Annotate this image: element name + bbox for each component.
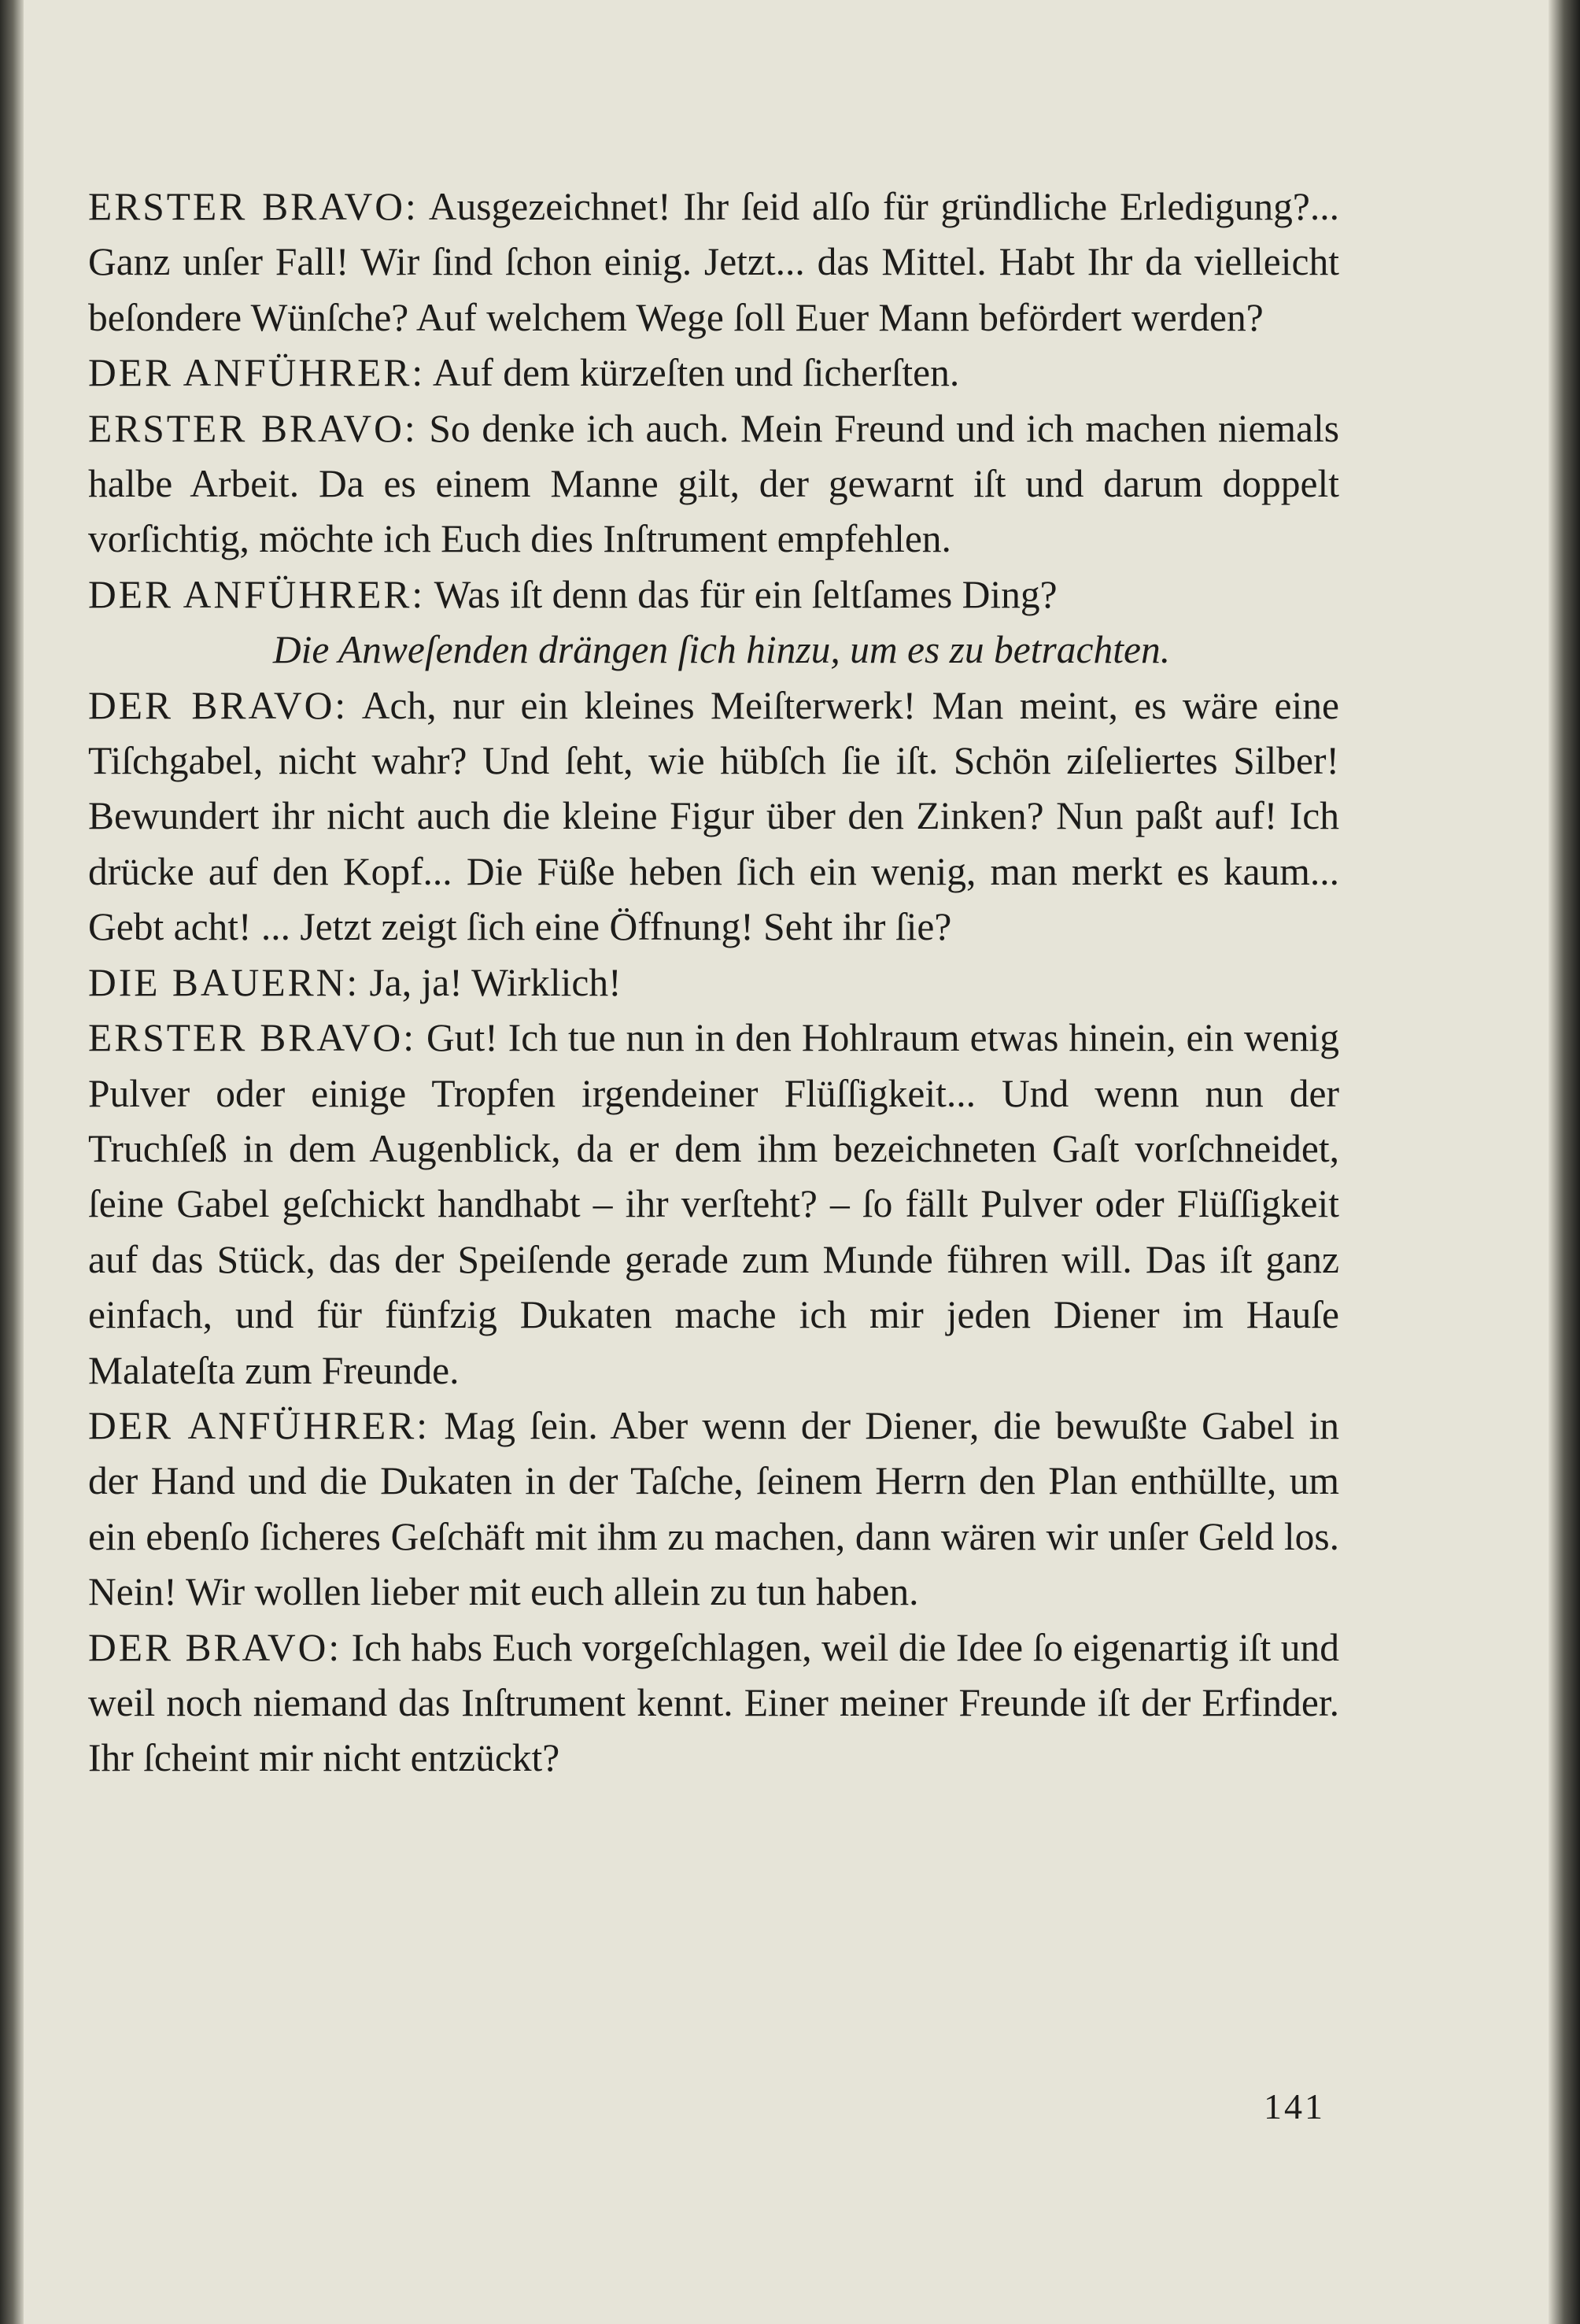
dialogue-text: Ich habs Euch vorgeſchlagen, weil die Idee ſo eigenartig iſt und weil noch niemand das Inſtrument kennt. Einer meiner Freunde iſt der Erfinder. Ihr ſcheint mir nicht entzückt? [88,1625,1339,1780]
speaker-label: ERSTER BRAVO: [88,185,419,228]
dialogue-text: Auf dem kürzeſten und ſicherſten. [432,351,960,395]
dialogue-text: Ausgezeichnet! Ihr ſeid alſo für gründliche Erledigung?... Ganz unſer Fall! Wir ſind ſchon einig. Jetzt... das Mittel. Habt Ihr da vielleicht beſondere Wünſche? Auf welchem Wege ſoll Euer Mann befördert werden? [88,185,1339,339]
page-body [88,179,1339,1786]
speaker-label: DER ANFÜHRER: [88,572,426,616]
page-edge-left [0,0,24,2324]
dialogue-paragraph [88,1398,1339,1620]
page-number: 141 [1264,2086,1325,2126]
dialogue-text: Ja, ja! Wirklich! [369,960,622,1004]
dialogue-text: Gut! Ich tue nun in den Hohlraum etwas hinein, ein wenig Pulver oder einige Tropfen irgendeiner Flüſſigkeit... Und wenn nun der Truchſeß in dem Augenblick, da er dem ihm bezeichneten Gaſt vorſchneidet, ſeine Gabel geſchickt handhabt – ihr verſteht? – ſo fällt Pulver oder Flüſſigkeit auf das Stück, das der Speiſende gerade zum Munde führen will. Das iſt ganz einfach, und für fünfzig Dukaten mache ich mir jeden Diener im Hauſe Malateſta zum Freunde. [88,1016,1340,1392]
stage-direction: Die Anweſenden drängen ſich hinzu, um es zu betrachten. [272,628,1171,672]
speaker-label: DER BRAVO: [88,1625,342,1669]
speaker-label: DER ANFÜHRER: [88,1403,430,1447]
dialogue-paragraph [88,1620,1339,1786]
dialogue-paragraph [88,401,1339,567]
speaker-label: DER ANFÜHRER: [88,351,426,395]
dialogue-text: Mag ſein. Aber wenn der Diener, die bewußte Gabel in der Hand und die Dukaten in der Taſche, ſeinem Herrn den Plan enthüllte, um ein ebenſo ſicheres Geſchäft mit ihm zu machen, dann wären wir unſer Geld los. Nein! Wir wollen lieber mit euch allein zu tun haben. [88,1403,1340,1614]
dialogue-text: Was iſt denn das für ein ſeltſames Ding? [434,572,1058,616]
speaker-label: ERSTER BRAVO: [88,1016,416,1060]
dialogue-paragraph [88,1011,1339,1398]
speaker-label: ERSTER BRAVO: [88,406,418,450]
dialogue-text: Ach, nur ein kleines Meiſterwerk! Man meint, es wäre eine Tiſchgabel, nicht wahr? Und ſeht, wie hübſch ſie iſt. Schön ziſeliertes Silber! Bewundert ihr nicht auch die kleine Figur über den Zinken? Nun paßt auf! Ich drücke auf den Kopf... Die Füße heben ſich ein wenig, man merkt es kaum... Gebt acht! ... Jetzt zeigt ſich eine Öffnung! Seht ihr ſie? [88,683,1339,949]
dialogue-paragraph [88,955,1339,1011]
dialogue-paragraph [88,179,1339,345]
dialogue-paragraph [88,678,1339,955]
speaker-label: DER BRAVO: [88,683,349,727]
dialogue-paragraph [88,567,1339,623]
speaker-label: DIE BAUERN: [88,960,360,1004]
dialogue-paragraph [88,345,1339,401]
page-edge-right [1549,0,1580,2324]
dialogue-text: So denke ich auch. Mein Freund und ich machen niemals halbe Arbeit. Da es einem Manne gilt, der gewarnt iſt und darum doppelt vorſichtig, möchte ich Euch dies Inſtrument empfehlen. [88,406,1340,561]
